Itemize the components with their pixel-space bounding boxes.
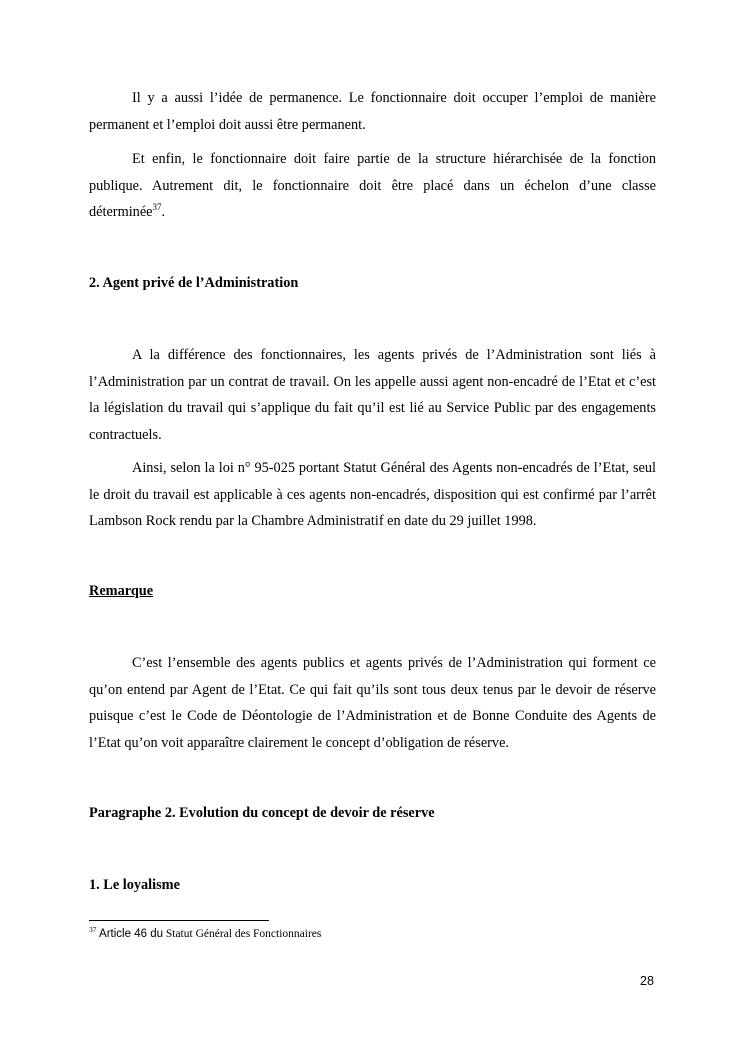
footnote-article: Article 46 du — [96, 928, 163, 940]
footnote-number: 37 — [89, 925, 97, 935]
footnote-reference[interactable]: 37 — [152, 202, 162, 213]
footnote-separator — [89, 920, 269, 921]
section-heading-paragraphe-2: Paragraphe 2. Evolution du concept de devoir de réserve — [89, 805, 435, 821]
section-heading-agent-prive: 2. Agent privé de l’Administration — [89, 275, 299, 291]
paragraph-permanence: Il y a aussi l’idée de permanence. Le fonctionnaire doit occuper l’emploi de manière permanent et l’emploi doit aussi être permanent. — [89, 90, 656, 133]
paragraph-hierarchy-end: . — [161, 204, 166, 220]
paragraph-remarque: C’est l’ensemble des agents publics et agents privés de l’Administration qui forment ce qu’on entend par Agent de l’Etat. Ce qui fait qu’ils sont tous deux tenus par le devoir de réserve puisque c’est le Code de Déontologie de l’Administration et de Bonne Conduite des Agents de l’Etat qu’on voit apparaître clairement le concept d’obligation de réserve. — [89, 655, 656, 751]
paragraph-agents-prives: A la différence des fonctionnaires, les agents privés de l’Administration sont liés à l’Administration par un contrat de travail. On les appelle aussi agent non-encadré de l’Etat et c’est la législation du travail qui s’applique du fait qu’il est lié au Service Public par des engagements contractuels. — [89, 347, 656, 443]
paragraph-loi: Ainsi, selon la loi n° 95-025 portant Statut Général des Agents non-encadrés de l’Etat, seul le droit du travail est applicable à ces agents non-encadrés, disposition qui est confirmé par l’arrêt Lambson Rock rendu par la Chambre Administratif en date du 29 juillet 1998. — [89, 460, 656, 529]
footnote — [89, 926, 321, 942]
section-heading-loyalisme: 1. Le loyalisme — [89, 877, 180, 893]
page-number: 28 — [640, 974, 654, 988]
paragraph-hierarchy-text: Et enfin, le fonctionnaire doit faire partie de la structure hiérarchisée de la fonction publique. Autrement dit, le fonctionnaire doit être placé dans un échelon d’une classe déterminée — [89, 151, 656, 220]
section-heading-remarque: Remarque — [89, 583, 154, 599]
paragraph-hierarchy — [89, 146, 656, 226]
footnote-source: Statut Général des Fonctionnaires — [162, 928, 322, 940]
